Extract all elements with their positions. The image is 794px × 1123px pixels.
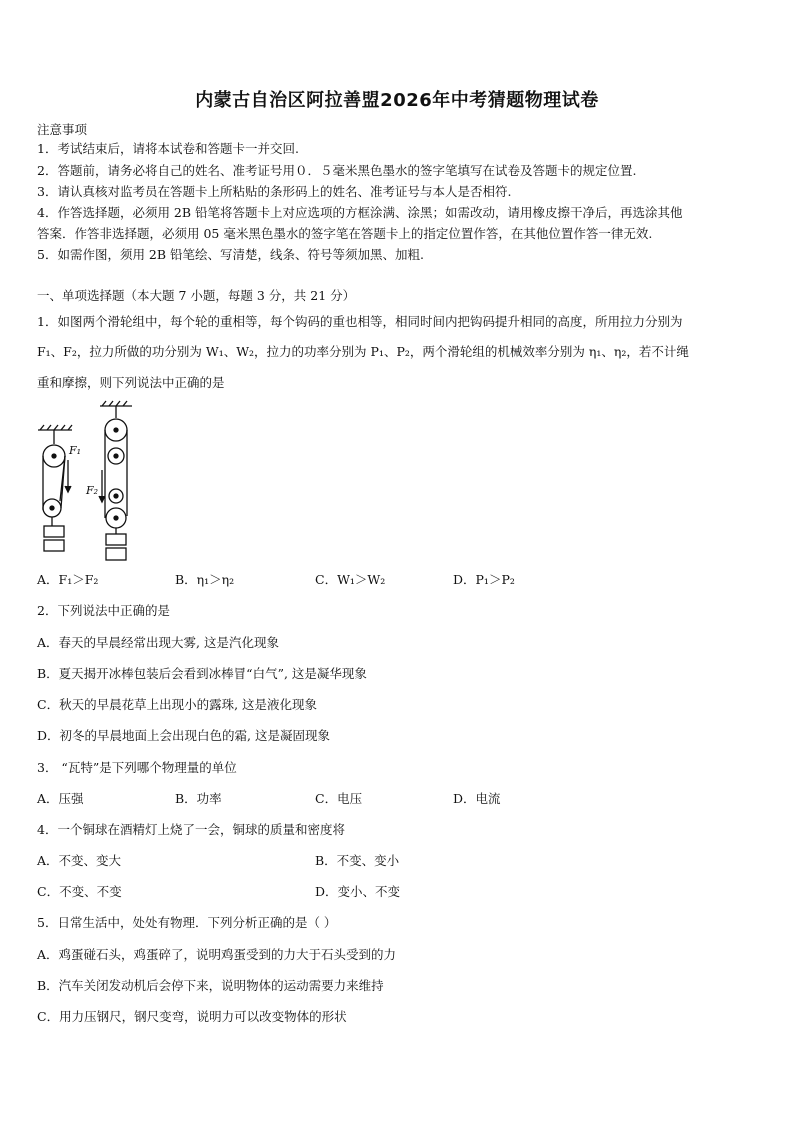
q3-option-b[interactable]: B．功率 xyxy=(175,791,222,806)
q4-option-a[interactable]: A．不变、变大 xyxy=(37,853,122,868)
q1-option-b[interactable]: B．η₁＞η₂ xyxy=(175,572,235,587)
q5-option-c[interactable]: C．用力压钢尺，钢尺变弯，说明力可以改变物体的形状 xyxy=(37,1009,347,1024)
question-1-stem: F₁、F₂，拉力所做的功分别为 W₁、W₂，拉力的功率分别为 P₁、P₂，两个滑轮组的机械效率分别为 η₁、η₂，若不计绳 xyxy=(37,344,689,359)
notice-item: 答案．作答非选择题，必须用 05 毫米黑色墨水的签字笔在答题卡上的指定位置作答，在其他位置作答一律无效. xyxy=(37,226,653,241)
q1-option-d[interactable]: D．P₁＞P₂ xyxy=(453,572,515,587)
q1-option-c[interactable]: C．W₁＞W₂ xyxy=(315,572,386,587)
q2-option-c[interactable]: C．秋天的早晨花草上出现小的露珠, 这是液化现象 xyxy=(37,697,318,712)
q3-option-c[interactable]: C．电压 xyxy=(315,791,363,806)
q3-option-a[interactable]: A．压强 xyxy=(37,791,84,806)
label-f2: F₂ xyxy=(86,484,99,497)
notice-item: 3．请认真核对监考员在答题卡上所粘贴的条形码上的姓名、准考证号与本人是否相符. xyxy=(37,184,512,199)
question-1-stem: 1．如图两个滑轮组中，每个轮的重相等，每个钩码的重也相等，相同时间内把钩码提升相同的高度，所用拉力分别为 xyxy=(37,314,683,329)
q4-option-d[interactable]: D．变小、不变 xyxy=(315,884,401,899)
question-2-stem: 2．下列说法中正确的是 xyxy=(37,603,170,618)
question-1-stem: 重和摩擦，则下列说法中正确的是 xyxy=(37,375,225,390)
notice-item: 1．考试结束后，请将本试卷和答题卡一并交回. xyxy=(37,141,299,156)
q2-option-d[interactable]: D．初冬的早晨地面上会出现白色的霜, 这是凝固现象 xyxy=(37,728,330,743)
notice-heading: 注意事项 xyxy=(37,122,88,137)
q2-option-b[interactable]: B．夏天揭开冰棒包装后会看到冰棒冒“白气”, 这是凝华现象 xyxy=(37,666,367,681)
q5-option-a[interactable]: A．鸡蛋碰石头，鸡蛋碎了，说明鸡蛋受到的力大于石头受到的力 xyxy=(37,947,397,962)
q1-option-a[interactable]: A．F₁＞F₂ xyxy=(37,572,99,587)
label-f1: F₁ xyxy=(69,444,82,457)
question-4-stem: 4．一个铜球在酒精灯上烧了一会，铜球的质量和密度将 xyxy=(37,822,345,837)
q3-option-d[interactable]: D．电流 xyxy=(453,791,501,806)
question-3-stem: 3． “瓦特”是下列哪个物理量的单位 xyxy=(37,760,237,775)
q4-option-c[interactable]: C．不变、不变 xyxy=(37,884,122,899)
page-title: 内蒙古自治区阿拉善盟2026年中考猜题物理试卷 xyxy=(195,90,599,111)
notice-item: 5．如需作图，须用 2B 铅笔绘、写清楚，线条、符号等须加黑、加粗. xyxy=(37,247,425,262)
section-heading: 一、单项选择题（本大题 7 小题，每题 3 分，共 21 分） xyxy=(37,288,356,303)
pulley-figure xyxy=(30,398,140,564)
q2-option-a[interactable]: A．春天的早晨经常出现大雾, 这是汽化现象 xyxy=(37,635,279,650)
q5-option-b[interactable]: B．汽车关闭发动机后会停下来，说明物体的运动需要力来维持 xyxy=(37,978,384,993)
notice-item: 2．答题前，请务必将自己的姓名、准考证号用０．５毫米黑色墨水的签字笔填写在试卷及答题卡的规定位置. xyxy=(37,163,637,178)
q4-option-b[interactable]: B．不变、变小 xyxy=(315,853,400,868)
question-5-stem: 5．日常生活中，处处有物理．下列分析正确的是（ ） xyxy=(37,915,337,930)
notice-item: 4．作答选择题，必须用 2B 铅笔将答题卡上对应选项的方框涂满、涂黑；如需改动，请用橡皮擦干净后，再选涂其他 xyxy=(37,205,683,220)
